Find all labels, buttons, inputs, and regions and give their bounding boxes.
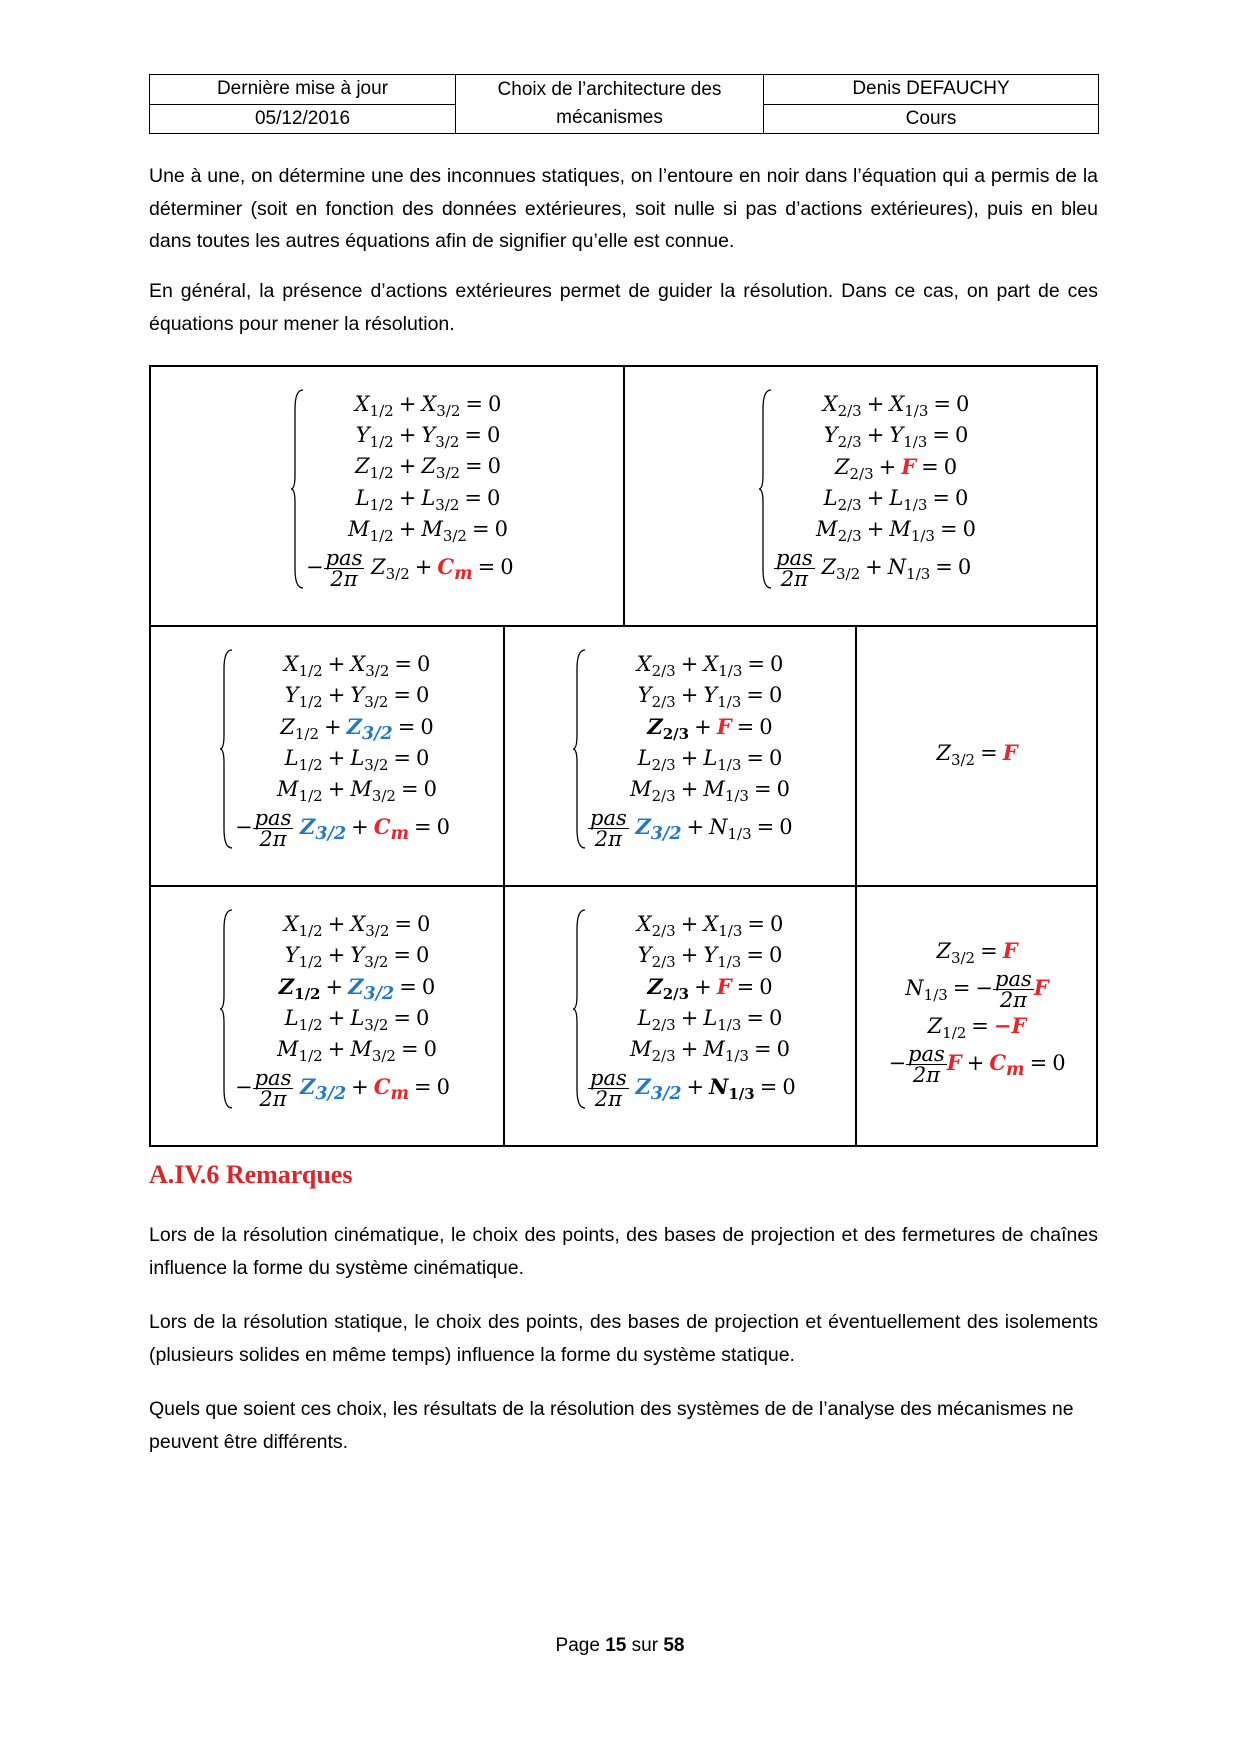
fraction: $\frac{\text{pas}}{2\pi}$ bbox=[908, 1042, 945, 1087]
left-brace-icon bbox=[219, 649, 233, 849]
equation-n: − $\frac{\text{pas}}{2\pi}$ $Z_{3/2} + C_m = 0$ bbox=[235, 1065, 450, 1111]
system-solid3-initial bbox=[758, 389, 1018, 589]
equation-m: $M_{1/2} + M_{3/2} = 0$ bbox=[277, 1036, 437, 1065]
equation-x: $X_{2/3} + X_{1/3} = 0$ bbox=[822, 392, 970, 420]
fraction: $\frac{\text{pas}}{2\pi}$ bbox=[254, 1065, 292, 1111]
doc-title bbox=[456, 75, 764, 134]
page-current: 15 bbox=[605, 1635, 627, 1656]
result-z12: $Z_{1/2} = -F$ bbox=[927, 1013, 1027, 1042]
equation-n: $\frac{\text{pas}}{2\pi}$ $Z_{3/2} + N_{1/3} = 0$ bbox=[776, 545, 972, 591]
equation-m: $M_{2/3} + M_{1/3} = 0$ bbox=[630, 1036, 790, 1065]
equation-n: $\frac{\text{pas}}{2\pi}$ $Z_{3/2} + N_{1/3} = 0$ bbox=[590, 1065, 796, 1111]
equation-m: $M_{1/2} + M_{3/2} = 0$ bbox=[348, 516, 508, 545]
result-step1 bbox=[857, 737, 1097, 768]
result-n13: $N_{1/3}$ = − $\frac{\text{pas}}{2\pi}$ F bbox=[905, 967, 1049, 1012]
equation-n: − $\frac{\text{pas}}{2\pi}$ $Z_{3/2} + C_m = 0$ bbox=[235, 805, 450, 851]
grid-col-divider-top bbox=[623, 365, 625, 625]
grid-border-left bbox=[149, 365, 151, 1147]
equation-l: $L_{2/3} + L_{1/3} = 0$ bbox=[823, 485, 969, 514]
equation-y: $Y_{2/3} + Y_{1/3} = 0$ bbox=[823, 423, 969, 452]
intro-paragraph-2: En général, la présence d’actions extérieures permet de guider la résolution. Dans ce cas, on part de ces équations pour mener la résolution. bbox=[149, 280, 1098, 335]
fraction: $\frac{\text{pas}}{2\pi}$ bbox=[325, 545, 363, 591]
fraction: $\frac{\text{pas}}{2\pi}$ bbox=[590, 1065, 627, 1111]
left-brace-icon bbox=[572, 649, 586, 849]
left-brace-icon bbox=[572, 909, 586, 1109]
update-date: 05/12/2016 bbox=[150, 104, 456, 134]
equation-x: $X_{1/2} + X_{3/2} = 0$ bbox=[283, 912, 431, 940]
grid-row-divider-2 bbox=[149, 885, 1098, 887]
equation-grid bbox=[149, 365, 1098, 1147]
author: Denis DEFAUCHY bbox=[764, 75, 1099, 105]
equation-z: $Z_{2/3} + F = 0$ bbox=[834, 454, 958, 484]
equation-l: $L_{1/2} + L_{3/2} = 0$ bbox=[355, 485, 501, 514]
equation-x: $X_{2/3} + X_{1/3} = 0$ bbox=[636, 652, 784, 680]
result-moment: − $\frac{\text{pas}}{2\pi}$ $F + C_m = 0$ bbox=[888, 1042, 1066, 1087]
equation-l: $L_{1/2} + L_{3/2} = 0$ bbox=[284, 745, 430, 774]
grid-border-bottom bbox=[149, 1145, 1098, 1147]
equation-x: $X_{1/2} + X_{3/2} = 0$ bbox=[354, 392, 502, 420]
header-table bbox=[149, 74, 1099, 134]
system-solid2-step1 bbox=[219, 649, 479, 849]
fraction: $\frac{\text{pas}}{2\pi}$ bbox=[590, 805, 627, 851]
equation-m: $M_{2/3} + M_{1/3} = 0$ bbox=[816, 516, 976, 545]
fraction: $\frac{\text{pas}}{2\pi}$ bbox=[254, 805, 292, 851]
equation-m: $M_{1/2} + M_{3/2} = 0$ bbox=[277, 776, 437, 805]
left-brace-icon bbox=[219, 909, 233, 1109]
equation-z: $Z_{1/2} + Z_{3/2} = 0$ bbox=[354, 454, 502, 483]
remark-paragraph-3: Quels que soient ces choix, les résultats de la résolution des systèmes de de l’analyse des mécanismes ne peuvent être différents. bbox=[149, 1398, 1074, 1453]
equation-z: $Z_{1/2} + Z_{3/2} = 0$ bbox=[278, 974, 436, 1005]
equation-z: $Z_{1/2} + Z_{3/2} = 0$ bbox=[280, 714, 434, 745]
update-label: Dernière mise à jour bbox=[150, 75, 456, 105]
doc-title-line1: Choix de l’architecture des bbox=[497, 79, 722, 100]
equation-n: − $\frac{\text{pas}}{2\pi}$ $Z_{3/2} + C_m = 0$ bbox=[306, 545, 514, 591]
system-solid2-step2 bbox=[219, 909, 479, 1109]
equation-m: $M_{2/3} + M_{1/3} = 0$ bbox=[630, 776, 790, 805]
equation-z: $Z_{2/3} + F = 0$ bbox=[647, 714, 773, 744]
equation-y: $Y_{2/3} + Y_{1/3} = 0$ bbox=[637, 943, 783, 972]
page-word: Page bbox=[555, 1635, 600, 1656]
system-solid2-initial bbox=[290, 389, 550, 589]
equation-y: $Y_{2/3} + Y_{1/3} = 0$ bbox=[637, 683, 783, 712]
equation-x: $X_{2/3} + X_{1/3} = 0$ bbox=[636, 912, 784, 940]
doc-type: Cours bbox=[764, 104, 1099, 134]
result-z32: $Z_{3/2} = F$ bbox=[936, 938, 1018, 967]
left-brace-icon bbox=[290, 389, 304, 589]
equation-y: $Y_{1/2} + Y_{3/2} = 0$ bbox=[284, 683, 430, 712]
equation-y: $Y_{1/2} + Y_{3/2} = 0$ bbox=[355, 423, 501, 452]
intro-paragraph-1: Une à une, on détermine une des inconnues statiques, on l’entoure en noir dans l’équation qui a permis de la déterminer (soit en fonction des données extérieures, soit nulle si pas d’actions extérieures), puis en bleu dans toutes les autres équations afin de signifier qu’elle est connue. bbox=[149, 165, 1098, 252]
equation-n: $\frac{\text{pas}}{2\pi}$ $Z_{3/2} + N_{1/3} = 0$ bbox=[590, 805, 793, 851]
grid-col-divider-1 bbox=[503, 625, 505, 1147]
equation-l: $L_{1/2} + L_{3/2} = 0$ bbox=[284, 1005, 430, 1034]
remark-paragraph-1: Lors de la résolution cinématique, le choix des points, des bases de projection et des fermetures de chaînes influence la forme du système cinématique. bbox=[149, 1224, 1098, 1279]
equation-z: $Z_{2/3} + F = 0$ bbox=[647, 974, 773, 1004]
result-z32: $Z_{3/2} = F$ bbox=[936, 740, 1018, 769]
left-brace-icon bbox=[758, 389, 772, 589]
result-step2 bbox=[857, 935, 1097, 1085]
of-word: sur bbox=[631, 1635, 659, 1656]
fraction: $\frac{\text{pas}}{2\pi}$ bbox=[995, 967, 1032, 1012]
doc-title-line2: mécanismes bbox=[556, 107, 663, 128]
system-solid3-step2 bbox=[572, 909, 832, 1109]
grid-row-divider-1 bbox=[149, 625, 1098, 627]
equation-x: $X_{1/2} + X_{3/2} = 0$ bbox=[283, 652, 431, 680]
equation-y: $Y_{1/2} + Y_{3/2} = 0$ bbox=[284, 943, 430, 972]
equation-l: $L_{2/3} + L_{1/3} = 0$ bbox=[637, 1005, 783, 1034]
fraction: $\frac{\text{pas}}{2\pi}$ bbox=[776, 545, 813, 591]
system-solid3-step1 bbox=[572, 649, 832, 849]
equation-l: $L_{2/3} + L_{1/3} = 0$ bbox=[637, 745, 783, 774]
page-total: 58 bbox=[663, 1635, 685, 1656]
remark-paragraph-2: Lors de la résolution statique, le choix des points, des bases de projection et éventuellement des isolements (plusieurs solides en même temps) influence la forme du système statique. bbox=[149, 1311, 1098, 1366]
section-title: A.IV.6 Remarques bbox=[149, 1160, 353, 1189]
page-footer bbox=[0, 1635, 1240, 1657]
